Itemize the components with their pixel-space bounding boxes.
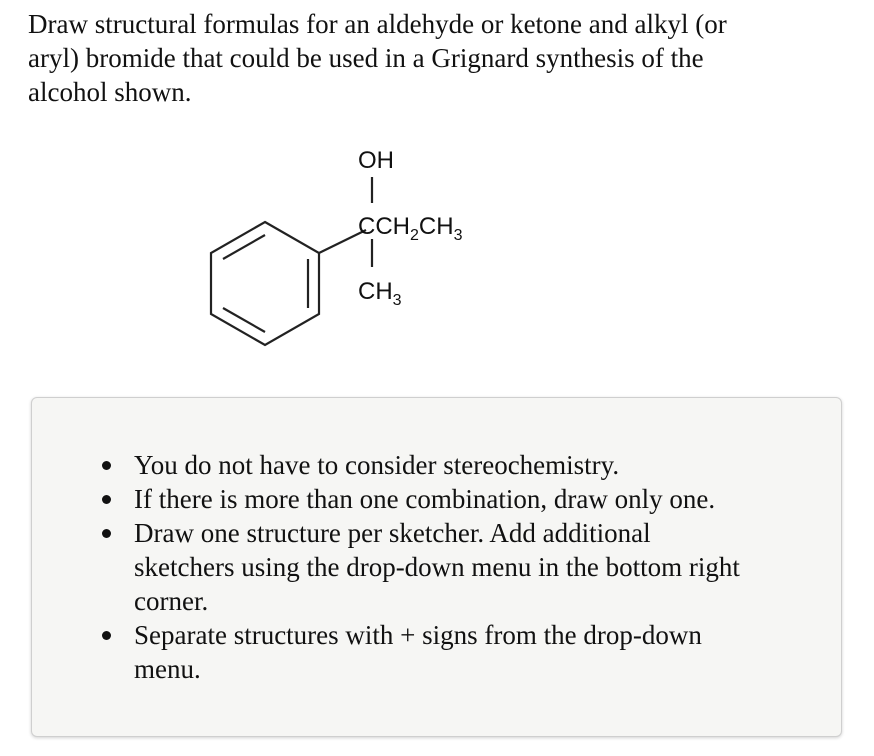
- question-text: [28, 7, 848, 109]
- question-line-3: alcohol shown.: [28, 77, 192, 107]
- methyl-label: $CH_3$: [358, 278, 402, 309]
- instruction-item: Draw one structure per sketcher. Add additional sketchers using the drop-down menu in the bottom right corner.: [134, 516, 821, 618]
- question-line-2: aryl) bromide that could be used in a Grignard synthesis of the: [28, 43, 704, 73]
- carbinol-group-label: $CCH_2CH_3$: [358, 213, 463, 244]
- instruction-item: You do not have to consider stereochemistry.: [134, 448, 821, 482]
- benzene-ring: [211, 222, 319, 345]
- instruction-item: If there is more than one combination, draw only one.: [134, 482, 821, 516]
- question-line-1: Draw structural formulas for an aldehyde or ketone and alkyl (or: [28, 9, 727, 39]
- instruction-item: Separate structures with + signs from the drop-down menu.: [134, 618, 821, 686]
- alcohol-structure: [190, 135, 550, 370]
- benzene-double-bond-1: [223, 235, 265, 259]
- oh-label: OH: [358, 147, 394, 174]
- instructions-box: [31, 397, 842, 737]
- benzene-double-bond-3: [223, 308, 265, 332]
- instructions-list: [32, 448, 821, 686]
